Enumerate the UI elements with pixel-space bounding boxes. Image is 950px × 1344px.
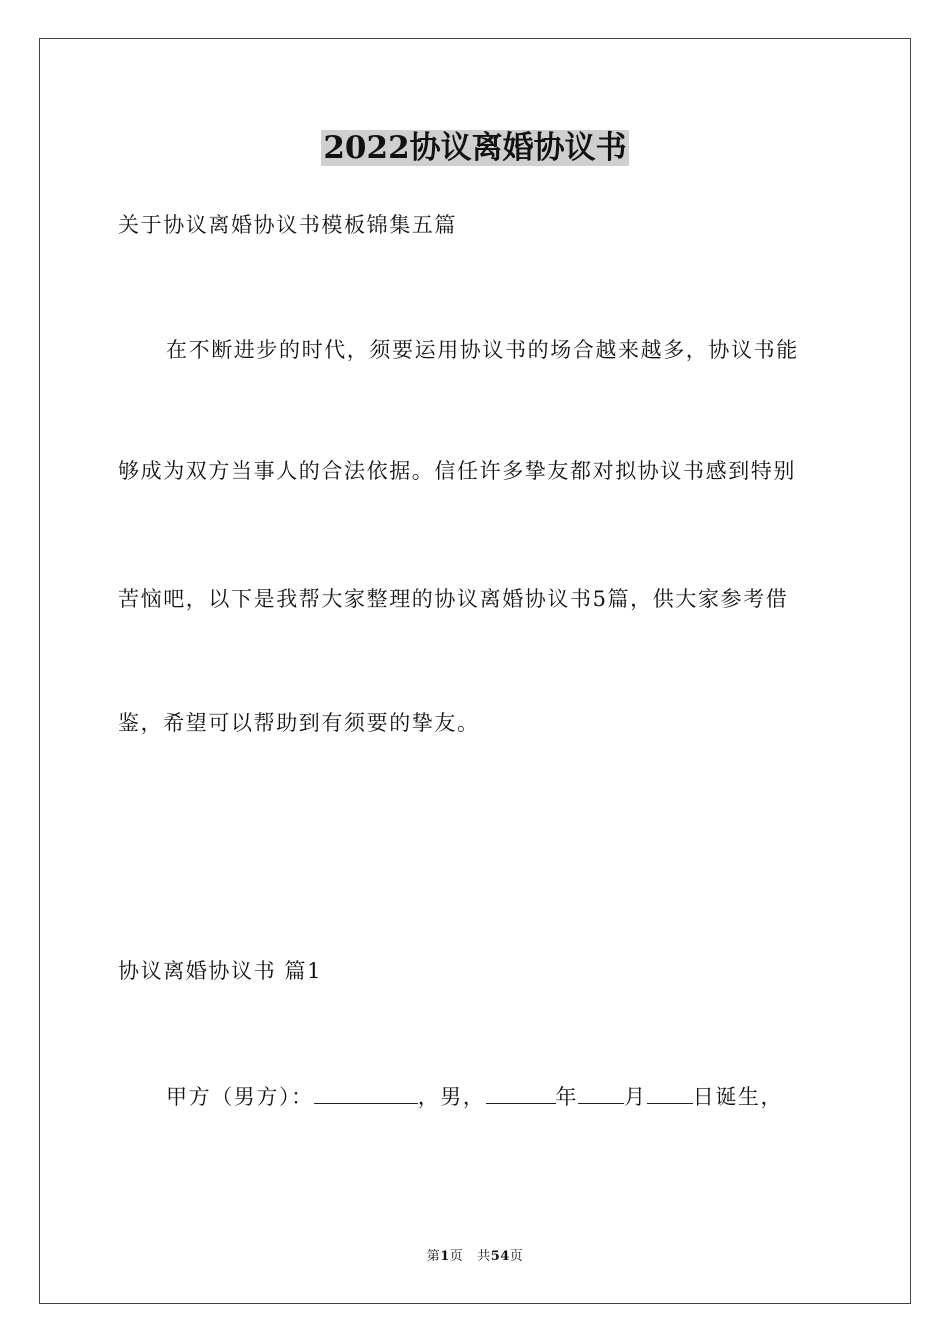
party-a-month-blank[interactable]	[578, 1081, 624, 1104]
party-a-name-blank[interactable]	[314, 1081, 418, 1104]
document-title-text: 2022协议离婚协议书	[323, 130, 627, 166]
document-subtitle: 关于协议离婚协议书模板锦集五篇	[118, 213, 457, 237]
party-a-label: 甲方（男方）：	[166, 1085, 314, 1109]
intro-line-3: 苦恼吧，以下是我帮大家整理的协议离婚协议书5篇，供大家参考借	[118, 587, 789, 611]
page-footer	[0, 1248, 950, 1266]
party-a-birth-label: 日诞生，	[692, 1085, 784, 1109]
footer-page-suffix: 页	[449, 1249, 464, 1264]
intro-line-4: 鉴，希望可以帮助到有须要的挚友。	[118, 711, 480, 735]
intro-line-1: 在不断进步的时代，须要运用协议书的场合越来越多，协议书能	[166, 338, 799, 362]
party-a-line	[166, 1081, 838, 1112]
party-a-month-label: 月	[624, 1085, 647, 1109]
footer-total-pages: 54	[490, 1249, 510, 1264]
party-a-day-blank[interactable]	[647, 1081, 693, 1104]
footer-total-prefix: 共	[477, 1249, 491, 1264]
party-a-sex: ，男，	[417, 1085, 486, 1109]
footer-total-suffix: 页	[509, 1249, 524, 1264]
footer-page-prefix: 第	[426, 1249, 441, 1264]
party-a-year-label: 年	[555, 1085, 579, 1109]
party-a-year-blank[interactable]	[486, 1081, 556, 1104]
section-heading: 协议离婚协议书 篇1	[118, 959, 323, 983]
footer-page-number: 1	[440, 1249, 450, 1264]
document-title	[0, 128, 950, 168]
intro-line-2: 够成为双方当事人的合法依据。信任许多挚友都对拟协议书感到特别	[118, 459, 796, 483]
